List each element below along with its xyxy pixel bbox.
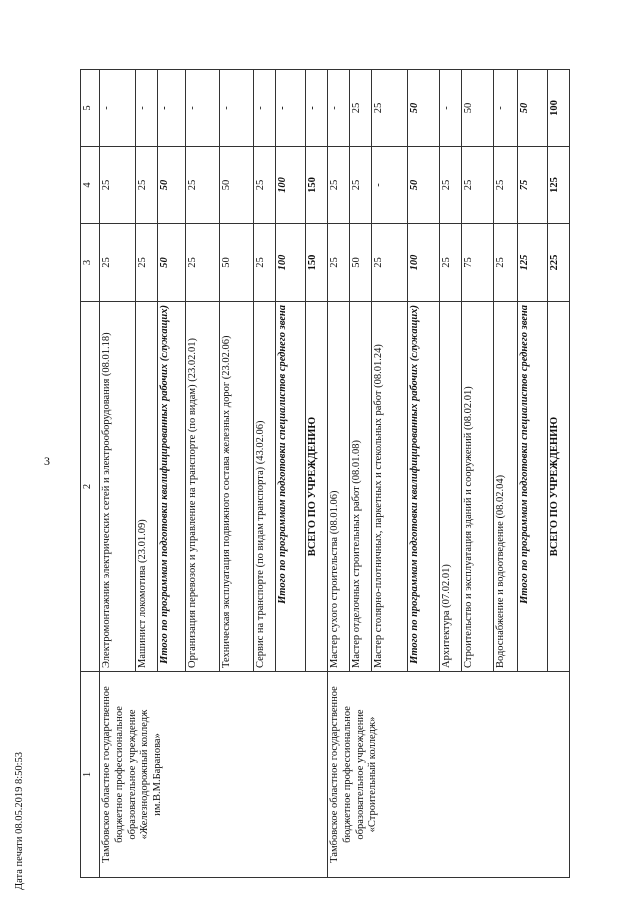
value-cell-c4: 25 [440, 147, 462, 224]
value-cell-c3: 25 [494, 224, 518, 302]
value-cell-c3: 25 [100, 224, 136, 302]
value-cell-c5: 50 [518, 70, 548, 147]
specialty-name: Строительство и эксплуатация зданий и сооружений (08.02.01) [462, 302, 494, 672]
value-cell-c3: 25 [254, 224, 276, 302]
value-cell-c4: 100 [276, 147, 306, 224]
value-cell-c4: 25 [328, 147, 350, 224]
value-cell-c5: 50 [408, 70, 440, 147]
value-cell-c3: 50 [158, 224, 186, 302]
value-cell-c3: 75 [462, 224, 494, 302]
value-cell-c3: 25 [136, 224, 158, 302]
value-cell-c5: 50 [462, 70, 494, 147]
header-col-5: 5 [81, 70, 100, 147]
subtotal-label: Итого по программам подготовки квалифицированных рабочих (служащих) [158, 302, 186, 672]
institution-total-label: ВСЕГО ПО УЧРЕЖДЕНИЮ [548, 302, 570, 672]
value-cell-c4: 25 [462, 147, 494, 224]
print-date-stamp: Дата печати 08.05.2019 8:50:53 [14, 751, 25, 890]
value-cell-c5: - [186, 70, 220, 147]
value-cell-c4: 25 [100, 147, 136, 224]
header-row [81, 70, 100, 878]
value-cell-c5: - [494, 70, 518, 147]
specialty-name: Электромонтажник электрических сетей и электрооборудования (08.01.18) [100, 302, 136, 672]
value-cell-c4: 50 [158, 147, 186, 224]
value-cell-c4: 50 [408, 147, 440, 224]
header-col-2: 2 [81, 302, 100, 672]
value-cell-c4: 25 [350, 147, 372, 224]
header-col-3: 3 [81, 224, 100, 302]
value-cell-c3: 225 [548, 224, 570, 302]
value-cell-c3: 125 [518, 224, 548, 302]
specialty-name: Техническая эксплуатация подвижного состава железных дорог (23.02.06) [220, 302, 254, 672]
value-cell-c4: 125 [548, 147, 570, 224]
value-cell-c4: - [372, 147, 408, 224]
value-cell-c3: 150 [306, 224, 328, 302]
specialty-name: Мастер отделочных строительных работ (08.01.08) [350, 302, 372, 672]
value-cell-c4: 75 [518, 147, 548, 224]
value-cell-c5: - [276, 70, 306, 147]
institution-total-label: ВСЕГО ПО УЧРЕЖДЕНИЮ [306, 302, 328, 672]
value-cell-c5: - [220, 70, 254, 147]
subtotal-label: Итого по программам подготовки квалифицированных рабочих (служащих) [408, 302, 440, 672]
rotated-table-container [80, 70, 605, 878]
value-cell-c5: - [306, 70, 328, 147]
value-cell-c4: 50 [220, 147, 254, 224]
value-cell-c5: - [158, 70, 186, 147]
institution-name: Тамбовское областное государственное бюджетное профессиональное образовательное учреждение «Железнодорожный колледж им.В.М.Баранова» [100, 672, 328, 878]
value-cell-c4: 25 [186, 147, 220, 224]
value-cell-c3: 25 [328, 224, 350, 302]
value-cell-c5: 25 [350, 70, 372, 147]
value-cell-c4: 25 [494, 147, 518, 224]
value-cell-c4: 25 [136, 147, 158, 224]
value-cell-c4: 25 [254, 147, 276, 224]
subtotal-label: Итого по программам подготовки специалистов среднего звена [518, 302, 548, 672]
value-cell-c5: 100 [548, 70, 570, 147]
specialty-name: Мастер сухого строительства (08.01.06) [328, 302, 350, 672]
table-row [100, 70, 136, 878]
value-cell-c5: - [440, 70, 462, 147]
value-cell-c5: - [136, 70, 158, 147]
value-cell-c3: 50 [350, 224, 372, 302]
institution-name: Тамбовское областное государственное бюджетное профессиональное образовательное учреждение «Строительный колледж» [328, 672, 570, 878]
value-cell-c4: 150 [306, 147, 328, 224]
subtotal-label: Итого по программам подготовки специалистов среднего звена [276, 302, 306, 672]
value-cell-c5: - [328, 70, 350, 147]
table-row [328, 70, 350, 878]
value-cell-c3: 100 [408, 224, 440, 302]
value-cell-c5: 25 [372, 70, 408, 147]
value-cell-c3: 25 [186, 224, 220, 302]
specialties-table [80, 69, 570, 878]
value-cell-c3: 100 [276, 224, 306, 302]
value-cell-c5: - [254, 70, 276, 147]
specialty-name: Организация перевозок и управление на транспорте (по видам) (23.02.01) [186, 302, 220, 672]
specialty-name: Машинист локомотива (23.01.09) [136, 302, 158, 672]
specialty-name: Мастер столярно-плотничных, паркетных и стекольных работ (08.01.24) [372, 302, 408, 672]
value-cell-c5: - [100, 70, 136, 147]
specialty-name: Архитектура (07.02.01) [440, 302, 462, 672]
header-col-1: 1 [81, 672, 100, 878]
specialty-name: Сервис на транспорте (по видам транспорта) (43.02.06) [254, 302, 276, 672]
header-col-4: 4 [81, 147, 100, 224]
specialty-name: Водоснабжение и водоотведение (08.02.04) [494, 302, 518, 672]
value-cell-c3: 25 [372, 224, 408, 302]
page-number: 3 [44, 454, 50, 468]
value-cell-c3: 25 [440, 224, 462, 302]
value-cell-c3: 50 [220, 224, 254, 302]
